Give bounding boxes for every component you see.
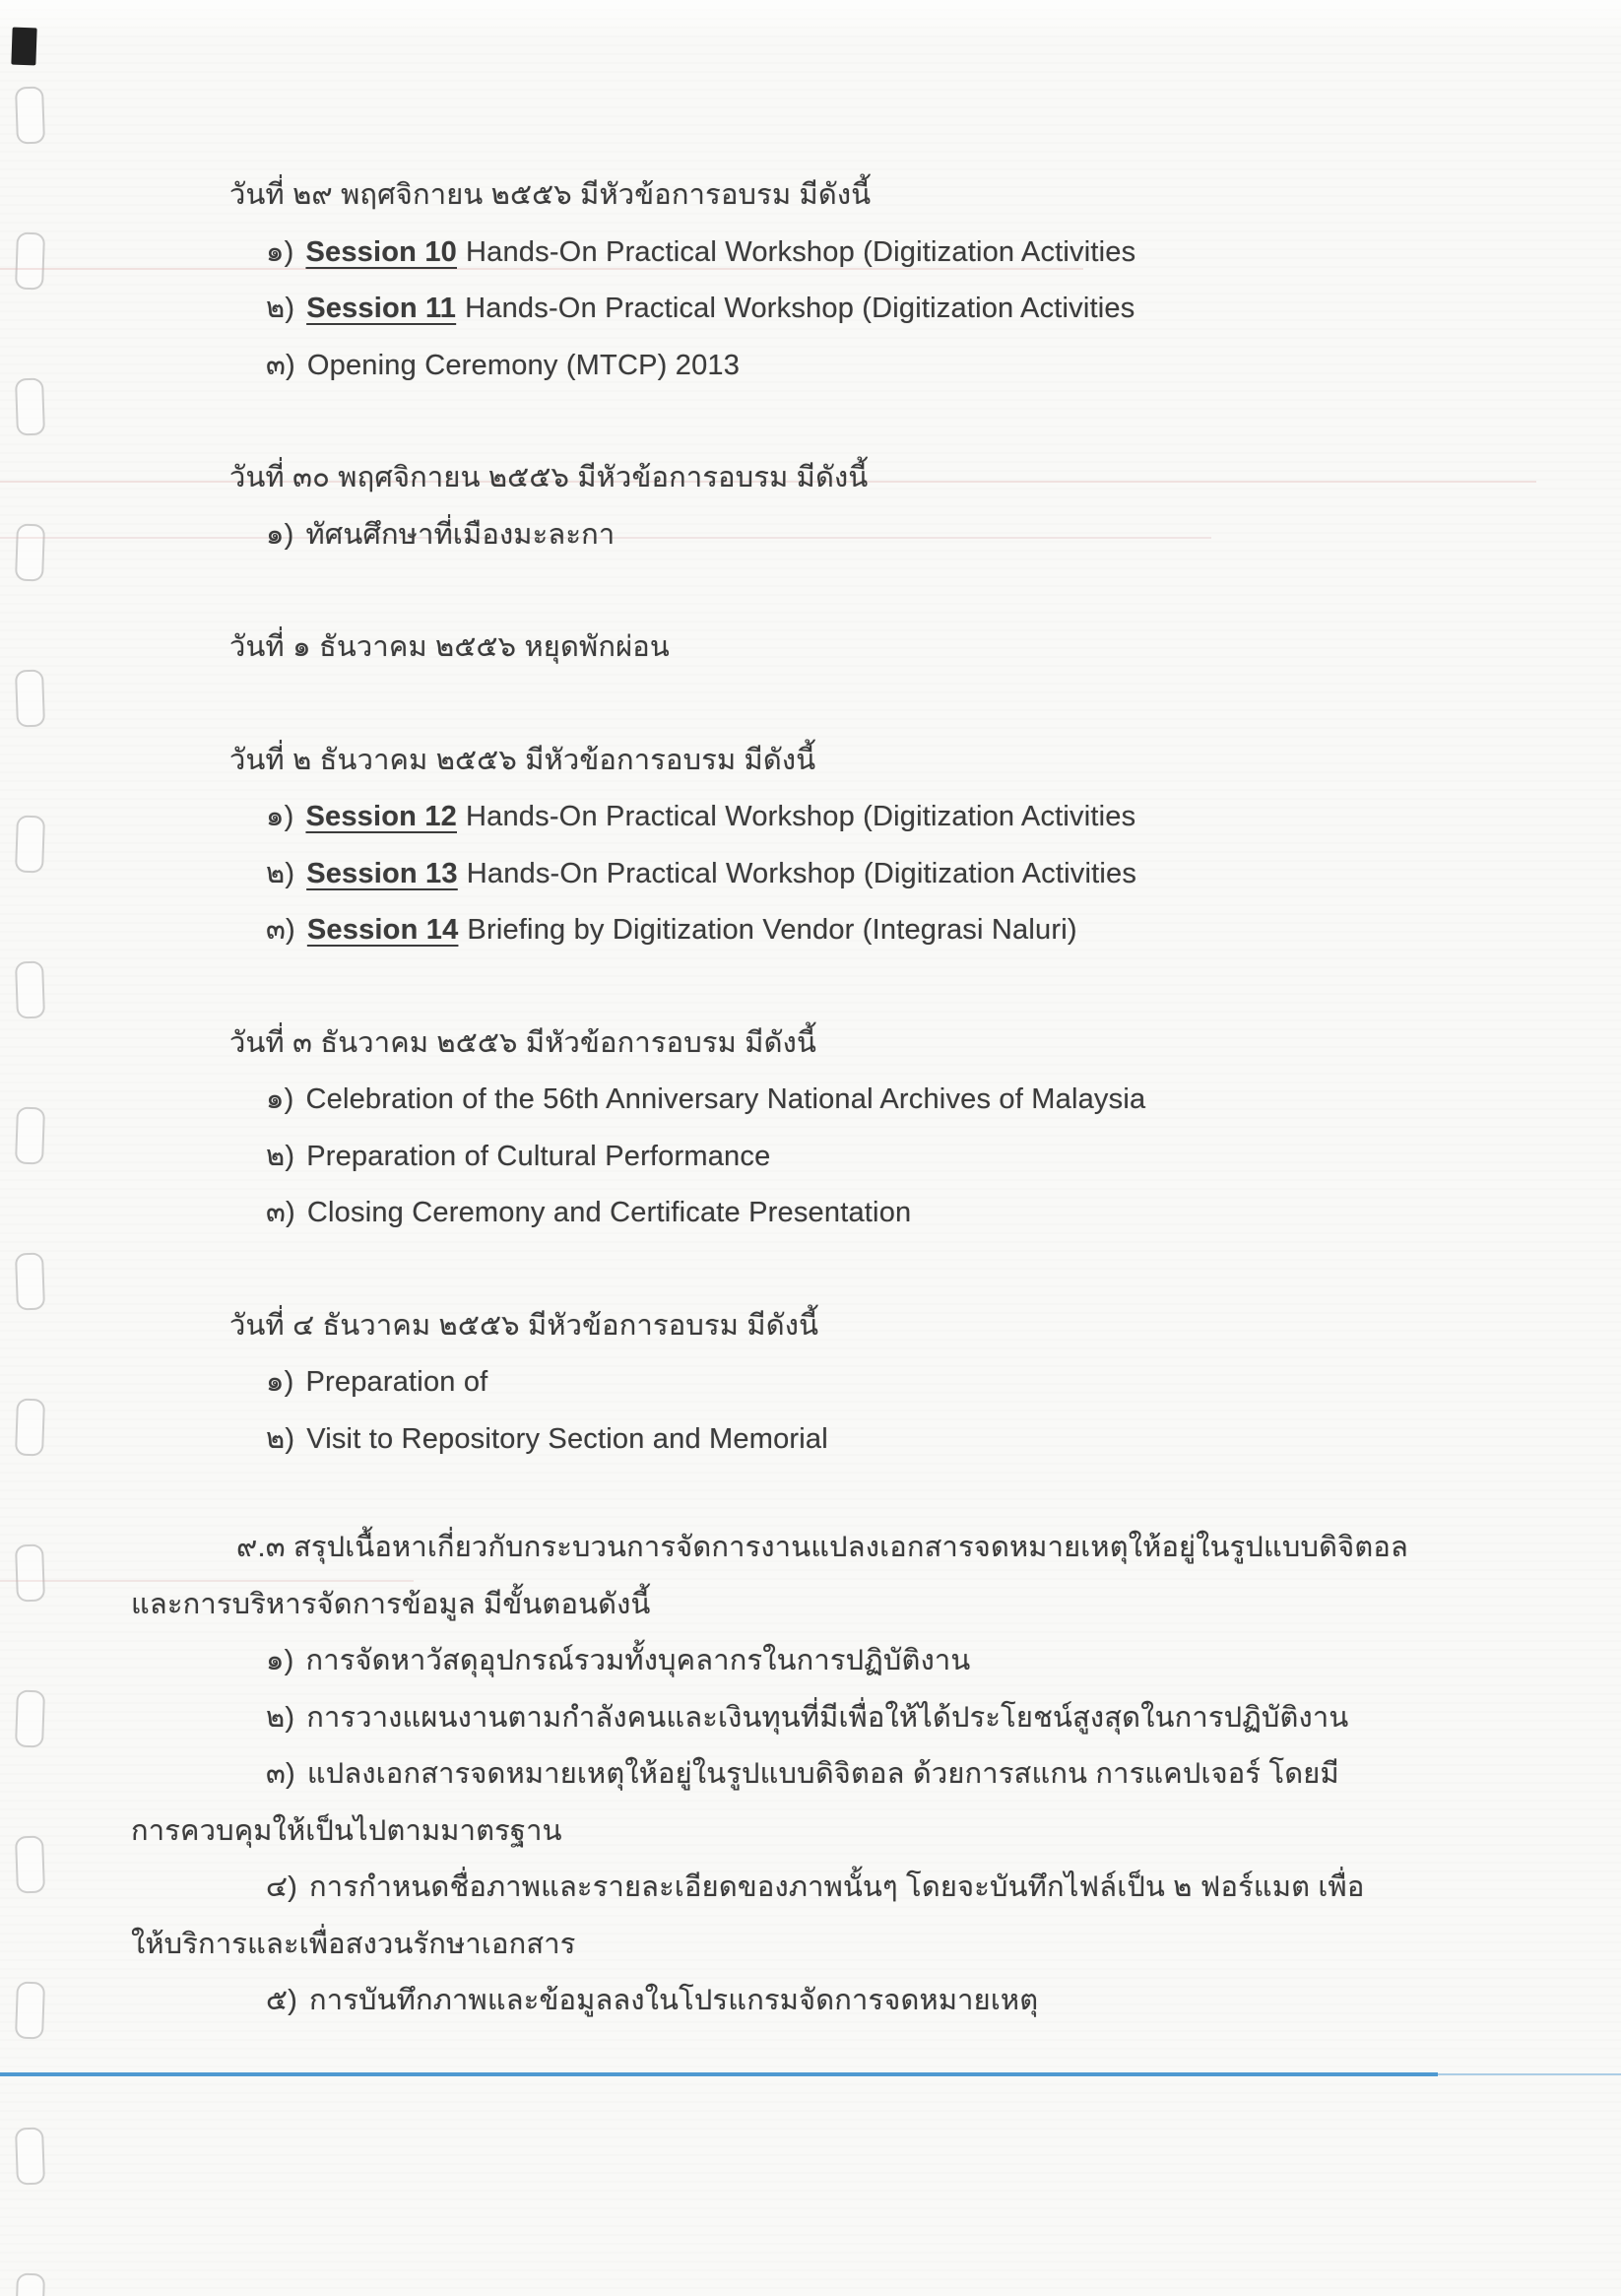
agenda-item [266,1129,1621,1186]
date-section [0,1298,1621,1469]
agenda-item [266,338,1621,395]
section-heading: วันที่ ๓ ธันวาคม ๒๕๕๖ มีหัวข้อการอบรม มีดังนี้ [229,1026,816,1059]
agenda-item [266,1354,1621,1411]
item-text: Briefing by Digitization Vendor (Integrasi Naluri) [467,914,1077,946]
date-section [0,450,1621,563]
item-number: ๒) [266,1422,295,1455]
item-text: Hands-On Practical Workshop (Digitization Activities [466,857,1137,889]
item-number: ๓) [266,349,295,381]
item-number: ๑) [266,801,294,832]
item-text: Hands-On Practical Workshop (Digitization Activities [466,801,1136,832]
item-number: ๑) [266,518,294,551]
summary-step-continuation: ให้บริการและเพื่อสงวนรักษาเอกสาร [131,1928,576,1960]
session-label: Session 11 [306,293,457,324]
item-text: การวางแผนงานตามกำลังคนและเงินทุนที่มีเพื่อให้ได้ประโยชน์สูงสุดในการปฏิบัติงาน [306,1701,1349,1734]
punch-hole [15,2273,45,2296]
agenda-item [266,281,1621,338]
item-text: แปลงเอกสารจดหมายเหตุให้อยู่ในรูปแบบดิจิตอล ด้วยการสแกน การแคปเจอร์ โดยมี [306,1758,1339,1790]
summary-paragraph-line-1: ๙.๓ สรุปเนื้อหาเกี่ยวกับกระบวนการจัดการงานแปลงเอกสารจดหมายเหตุให้อยู่ในรูปแบบดิจิตอล [236,1532,1408,1563]
summary-section [0,1520,1621,2030]
session-label: Session 14 [306,914,459,946]
scanner-blue-line [0,2072,1438,2076]
item-number: ๓) [266,1758,295,1790]
item-text: Preparation of [305,1366,488,1398]
item-text: การจัดหาวัสดุอุปกรณ์รวมทั้งบุคลากรในการปฏิบัติงาน [305,1645,971,1676]
item-text: การกำหนดชื่อภาพและรายละเอียดของภาพนั้นๆ โดยจะบันทึกไฟล์เป็น ๒ ฟอร์แมต เพื่อ [309,1871,1365,1903]
date-section [0,733,1621,959]
item-text: Opening Ceremony (MTCP) 2013 [306,349,741,381]
summary-step [266,1973,1621,2030]
session-label: Session 12 [305,801,457,832]
agenda-item [266,902,1621,959]
summary-step-continuation: การควบคุมให้เป็นไปตามมาตรฐาน [131,1814,562,1847]
agenda-item [266,789,1621,846]
agenda-item [266,507,1621,564]
item-number: ๑) [266,1083,294,1115]
section-heading: วันที่ ๒ ธันวาคม ๒๕๕๖ มีหัวข้อการอบรม มีดังนี้ [229,744,816,776]
item-text: การบันทึกภาพและข้อมูลลงในโปรแกรมจัดการจดหมายเหตุ [309,1985,1039,2016]
agenda-item [266,1411,1621,1469]
session-label: Session 13 [306,857,458,889]
item-number: ๒) [266,1140,295,1172]
section-heading: วันที่ ๑ ธันวาคม ๒๕๕๖ หยุดพักผ่อน [229,631,670,663]
punch-hole [15,2128,45,2186]
summary-step [266,1690,1621,1747]
item-number: ๓) [266,914,295,946]
section-heading: วันที่ ๔ ธันวาคม ๒๕๕๖ มีหัวข้อการอบรม มีดังนี้ [229,1309,819,1342]
item-text: Visit to Repository Section and Memorial [306,1422,828,1455]
agenda-item [266,1072,1621,1129]
section-heading: วันที่ ๒๙ พฤศจิกายน ๒๕๕๖ มีหัวข้อการอบรม มีดังนี้ [229,179,872,211]
date-section [0,1016,1621,1242]
item-text: Hands-On Practical Workshop (Digitization Activities [465,293,1135,324]
session-label: Session 10 [305,235,457,268]
item-number: ๒) [266,857,295,889]
summary-paragraph-line-2: และการบริหารจัดการข้อมูล มีขั้นตอนดังนี้ [131,1588,651,1620]
summary-step [266,1860,1621,1917]
item-text: Preparation of Cultural Performance [306,1140,771,1172]
item-text: ทัศนศึกษาที่เมืองมะละกา [305,518,616,551]
item-number: ๓) [266,1197,295,1228]
item-number: ๑) [266,1366,294,1398]
date-section [0,620,1621,677]
summary-step [266,1633,1621,1690]
item-text: Closing Ceremony and Certificate Presentation [306,1197,912,1228]
item-number: ๒) [266,293,295,324]
agenda-item [266,846,1621,903]
item-text: Hands-On Practical Workshop (Digitization Activities [466,235,1136,268]
item-number: ๑) [266,235,294,268]
item-number: ๔) [266,1871,298,1903]
item-number: ๑) [266,1645,294,1676]
agenda-item [266,225,1621,282]
summary-step [266,1746,1621,1804]
item-text: Celebration of the 56th Anniversary National Archives of Malaysia [305,1083,1146,1115]
item-number: ๕) [266,1985,298,2016]
scanner-blue-line-tail [1438,2073,1621,2075]
item-number: ๒) [266,1701,295,1734]
section-heading: วันที่ ๓๐ พฤศจิกายน ๒๕๕๖ มีหัวข้อการอบรม มีดังนี้ [229,462,869,493]
date-section [0,167,1621,394]
agenda-item [266,1185,1621,1242]
